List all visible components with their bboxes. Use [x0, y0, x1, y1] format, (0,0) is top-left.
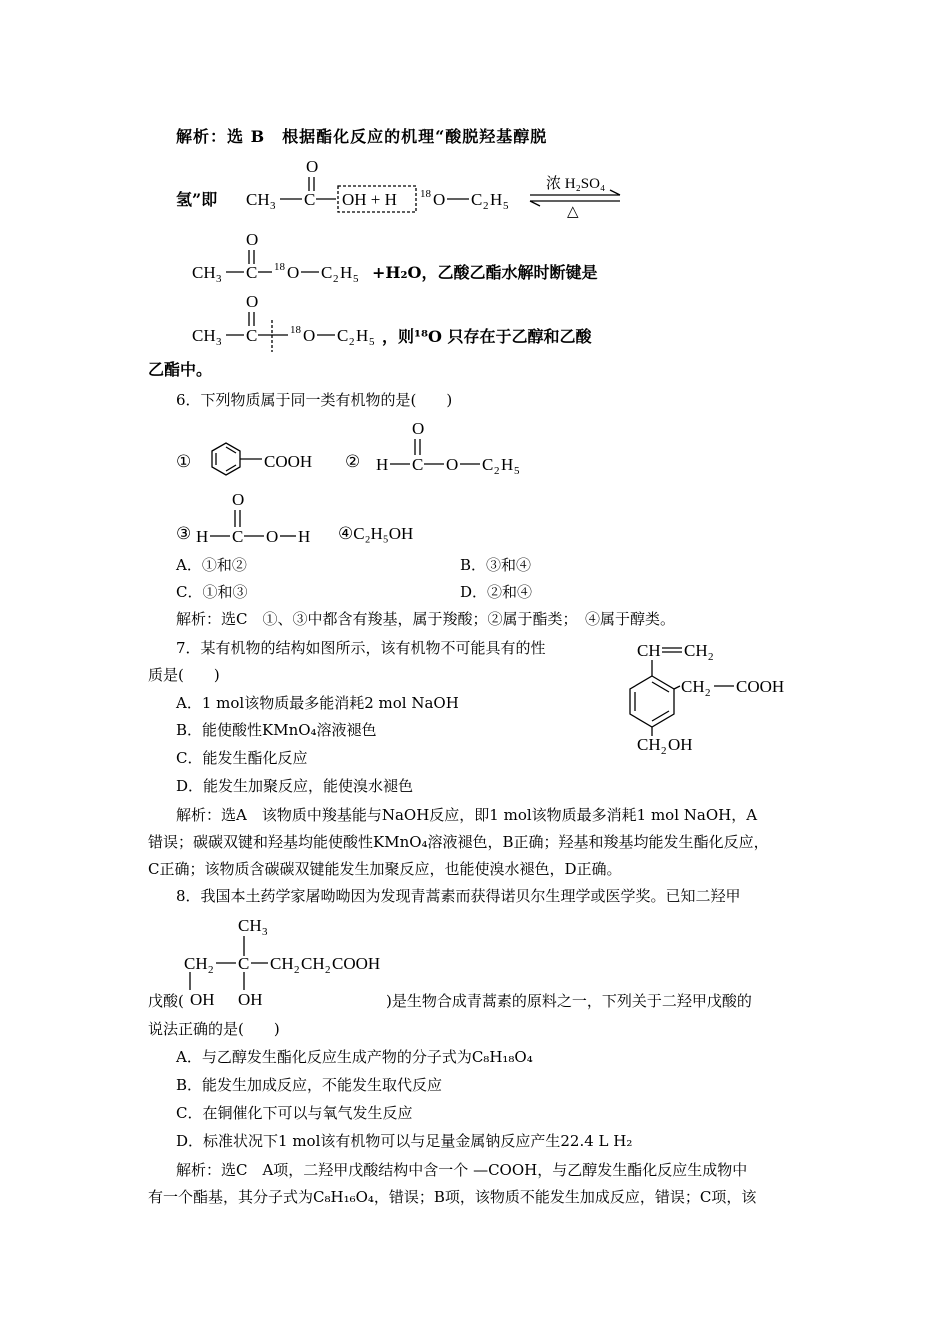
analysis5-line4-suffix: ，则¹⁸O 只存在于乙醇和乙酸	[382, 327, 592, 346]
svg-text:C: C	[412, 455, 424, 474]
q6-item3-label: ③	[176, 524, 192, 543]
q7-option-d: D．能发生加聚反应，能使溴水褪色	[176, 777, 414, 795]
svg-text:H: H	[298, 527, 311, 546]
reaction-condition-top: 浓 H₂SO₄	[546, 176, 606, 192]
q8-stem-line3: 说法正确的是( )	[148, 1020, 280, 1038]
svg-text:18: 18	[290, 324, 301, 336]
svg-text:5: 5	[353, 273, 359, 285]
analysis5-line3-suffix: +H₂O，乙酸乙酯水解时断键是	[372, 263, 598, 282]
svg-text:2: 2	[494, 465, 500, 477]
q7-stem-line2: 质是( )	[148, 666, 220, 684]
svg-text:C: C	[337, 326, 349, 345]
svg-text:CH: CH	[238, 916, 262, 935]
svg-text:CH: CH	[246, 190, 270, 209]
svg-text:3: 3	[216, 336, 222, 348]
svg-text:H: H	[356, 326, 369, 345]
analysis5-line2-prefix: 氢”即	[176, 190, 218, 209]
svg-text:2: 2	[208, 964, 214, 976]
q8-stem-line1: 8．我国本土药学家屠呦呦因为发现青蒿素而获得诺贝尔生理学或医学奖。已知二羟甲	[176, 887, 741, 905]
svg-text:CH: CH	[192, 263, 216, 282]
svg-text:2: 2	[483, 200, 489, 212]
q6-option-c: C．①和③	[176, 583, 248, 601]
analysis5-line1: 解析：选 B 根据酯化反应的机理“酸脱羟基醇脱	[176, 127, 548, 146]
analysis5-line5: 乙酯中。	[148, 360, 213, 379]
svg-text:OH + H: OH + H	[342, 190, 397, 209]
q6-option-d: D．②和④	[460, 583, 533, 601]
reaction-condition-bottom: △	[567, 204, 579, 220]
svg-text:OH: OH	[668, 735, 693, 754]
svg-text:CH: CH	[192, 326, 216, 345]
svg-text:O: O	[303, 326, 316, 345]
svg-text:2: 2	[333, 273, 339, 285]
q7-analysis-line3: C正确；该物质含碳碳双键能发生加聚反应，也能使溴水褪色，D正确。	[148, 860, 622, 878]
svg-text:C: C	[304, 190, 316, 209]
q6-item1-label: ①	[176, 452, 192, 471]
q7-analysis-line2: 错误；碳碳双键和羟基均能使酸性KMnO₄溶液褪色，B正确；羟基和羧基均能发生酯化反应，	[148, 833, 769, 851]
svg-text:CH: CH	[637, 641, 661, 660]
q8-option-b: B．能发生加成反应，不能发生取代反应	[176, 1076, 443, 1094]
svg-text:18: 18	[274, 261, 285, 273]
svg-text:O: O	[246, 292, 259, 311]
q8-option-a: A．与乙醇发生酯化反应生成产物的分子式为C₈H₁₈O₄	[176, 1048, 533, 1066]
svg-text:O: O	[412, 419, 425, 438]
q7-option-b: B．能使酸性KMnO₄溶液褪色	[176, 721, 377, 739]
q6-item1-text: COOH	[264, 452, 313, 471]
svg-text:2: 2	[708, 651, 714, 663]
svg-text:O: O	[246, 230, 259, 249]
svg-text:O: O	[306, 157, 319, 176]
svg-text:18: 18	[420, 188, 431, 200]
svg-text:CH: CH	[637, 735, 661, 754]
q8-analysis-line2: 有一个酯基，其分子式为C₈H₁₆O₄，错误；B项，该物质不能发生加成反应，错误；C项，该	[148, 1188, 757, 1206]
q7-stem-line1: 7．某有机物的结构如图所示，该有机物不可能具有的性	[176, 639, 546, 657]
q7-analysis-line1: 解析：选A 该物质中羧基能与NaOH反应，即1 mol该物质最多消耗1 mol NaOH，A	[176, 806, 758, 824]
svg-text:H: H	[490, 190, 503, 209]
q8-option-c: C．在铜催化下可以与氧气发生反应	[176, 1104, 413, 1122]
svg-text:C: C	[471, 190, 483, 209]
svg-text:CH: CH	[270, 954, 294, 973]
svg-text:H: H	[196, 527, 209, 546]
q7-option-a: A．1 mol该物质最多能消耗2 mol NaOH	[176, 694, 459, 712]
svg-text:C: C	[321, 263, 333, 282]
q8-stem-line2-prefix: 戊酸(	[148, 992, 184, 1010]
svg-text:O: O	[446, 455, 459, 474]
svg-text:5: 5	[503, 200, 509, 212]
svg-text:O: O	[266, 527, 279, 546]
svg-text:COOH: COOH	[332, 954, 381, 973]
svg-text:2: 2	[325, 964, 331, 976]
svg-text:O: O	[433, 190, 446, 209]
svg-text:COOH: COOH	[736, 677, 785, 696]
svg-text:3: 3	[262, 926, 268, 938]
svg-text:2: 2	[349, 336, 355, 348]
svg-text:CH: CH	[681, 677, 705, 696]
svg-text:2: 2	[661, 745, 667, 757]
svg-text:C: C	[246, 263, 258, 282]
q7-option-c: C．能发生酯化反应	[176, 749, 308, 767]
svg-text:O: O	[287, 263, 300, 282]
q8-analysis-line1: 解析：选C A项，二羟甲戊酸结构中含一个 —COOH，与乙醇发生酯化反应生成物中	[176, 1161, 748, 1179]
svg-text:H: H	[340, 263, 353, 282]
svg-text:OH: OH	[190, 990, 215, 1009]
svg-text:OH: OH	[238, 990, 263, 1009]
svg-text:H: H	[501, 455, 514, 474]
q6-item2-label: ②	[345, 452, 361, 471]
svg-text:H: H	[376, 455, 389, 474]
svg-text:CH: CH	[184, 954, 208, 973]
svg-text:2: 2	[705, 687, 711, 699]
q6-option-a: A．①和②	[176, 556, 247, 574]
q8-option-d: D．标准状况下1 mol该有机物可以与足量金属钠反应产生22.4 L H₂	[176, 1132, 633, 1150]
svg-text:C: C	[482, 455, 494, 474]
svg-text:3: 3	[270, 200, 276, 212]
svg-text:5: 5	[369, 336, 375, 348]
q6-option-b: B．③和④	[460, 556, 532, 574]
q8-stem-line2-suffix: )是生物合成青蒿素的原料之一，下列关于二羟甲戊酸的	[386, 992, 752, 1010]
svg-text:C: C	[246, 326, 258, 345]
q6-item4: ④C₂H₅OH	[338, 524, 414, 543]
svg-text:C: C	[232, 527, 244, 546]
q6-stem: 6．下列物质属于同一类有机物的是( )	[176, 391, 453, 409]
svg-text:3: 3	[216, 273, 222, 285]
svg-text:2: 2	[294, 964, 300, 976]
q6-analysis: 解析：选C ①、③中都含有羧基，属于羧酸；②属于酯类； ④属于醇类。	[176, 610, 675, 628]
svg-text:CH: CH	[301, 954, 325, 973]
svg-text:5: 5	[514, 465, 520, 477]
svg-text:CH: CH	[684, 641, 708, 660]
svg-text:C: C	[238, 954, 250, 973]
svg-text:O: O	[232, 490, 245, 509]
